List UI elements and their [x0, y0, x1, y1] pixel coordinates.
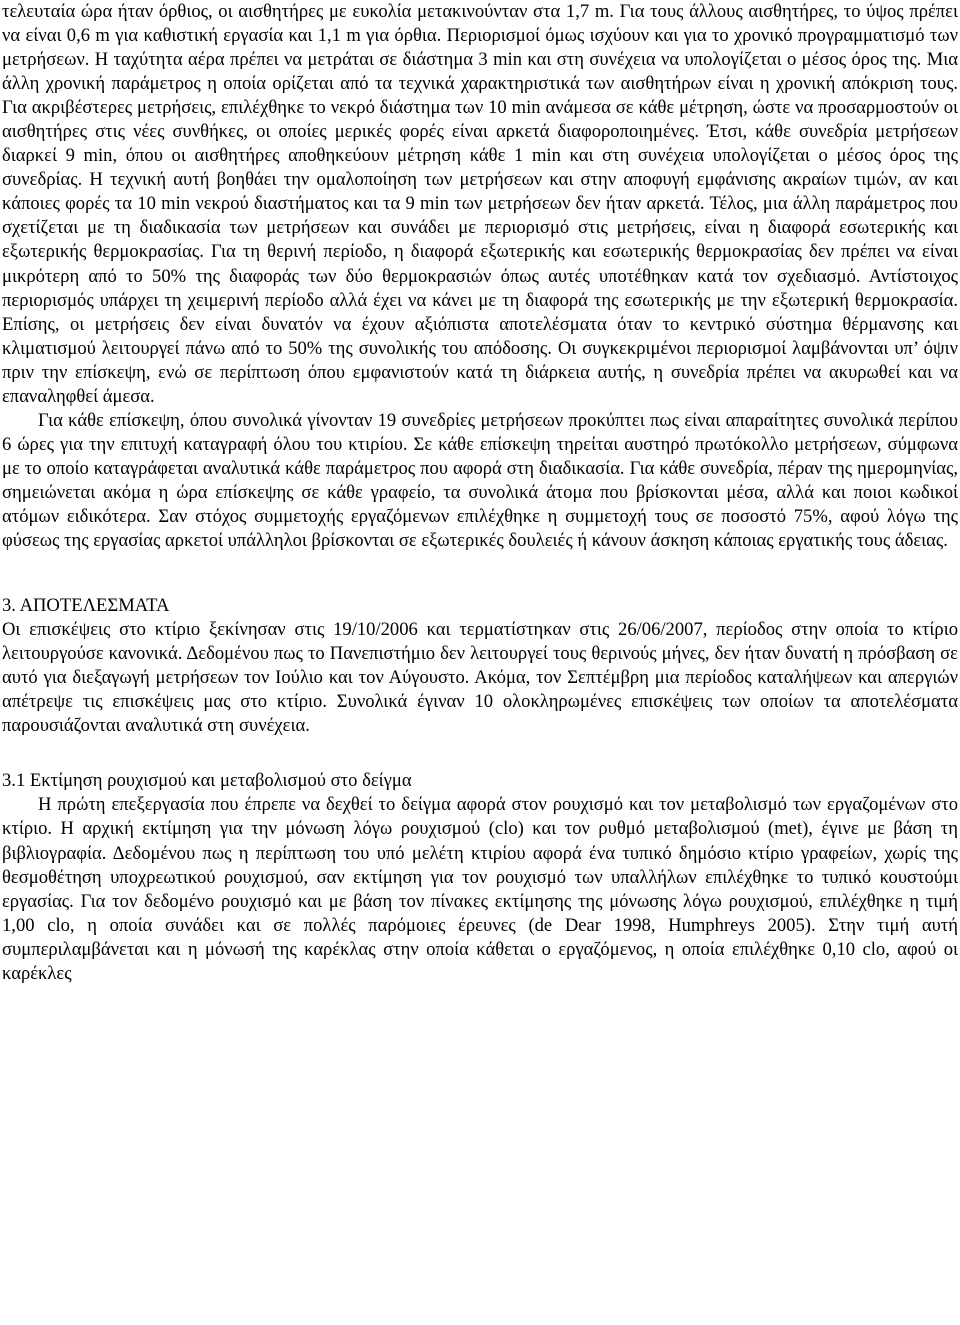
- subsection-heading-clothing: 3.1 Εκτίμηση ρουχισμού και μεταβολισμού στο δείγμα: [2, 770, 412, 792]
- paragraph-clothing: Η πρώτη επεξεργασία που έπρεπε να δεχθεί το δείγμα αφορά στον ρουχισμό και τον μεταβολισμό των εργαζομένων στο κτίριο. Η αρχική εκτίμηση για την μόνωση λόγω ρουχισμού (clo) και τον ρυθμό μεταβολισμού (met), έγινε με βάση τη βιβλιογραφία. Δεδομένου πως η περίπτωση του υπό μελέτη κτιρίου αφορά ένα τυπικό δημόσιο κτίριο γραφείων, χωρίς της θεσμοθέτηση υποχρεωτικού ρουχισμού, σαν εκτίμηση για τον ρουχισμό των υπαλλήλων επιλέχθηκε το τυπικό κουστούμι εργασίας. Για τον δεδομένο ρουχισμό και με βάση τον πίνακες εκτίμησης της μόνωσης λόγω ρουχισμού, επιλέχθηκε η τιμή 1,00 clo, η οποία συνάδει και σε πολλές παρόμοιες έρευνες (de Dear 1998, Humphreys 2005). Στην τιμή αυτή συμπεριλαμβάνεται και η μόνωσή της καρέκλας στην οποία κάθεται ο εργαζόμενος, η οποία επιλέχθηκε 0,10 clo, αφού οι καρέκλες: [2, 794, 958, 984]
- paragraph-visits: Για κάθε επίσκεψη, όπου συνολικά γίνονταν 19 συνεδρίες μετρήσεων προκύπτει πως είναι απαραίτητες συνολικά περίπου 6 ώρες για την επιτυχή καταγραφή όλου του κτιρίου. Σε κάθε επίσκεψη τηρείται αυστηρό πρωτόκολλο μετρήσεων, σύμφωνα με το οποίο καταγράφεται αναλυτικά κάθε παράμετρος που αφορά στη διαδικασία. Για κάθε συνεδρία, πέραν της ημερομηνίας, σημειώνεται ακόμα η ώρα επίσκεψης σε κάθε γραφείο, τα συνολικά άτομα που βρίσκονται μέσα, αλλά και ποιοι κωδικοί ατόμων ειδικότερα. Σαν στόχος συμμετοχής εργαζόμενων επιλέχθηκε η συμμετοχή τους σε ποσοστό 75%, αφού λόγω της φύσεως της εργασίας αρκετοί υπάλληλοι βρίσκονται σε εξωτερικές δουλειές ή κάνουν άσκηση κάποιας εργατικής τους άδειας.: [2, 409, 958, 552]
- paragraph-results: Οι επισκέψεις στο κτίριο ξεκίνησαν στις 19/10/2006 και τερματίστηκαν στις 26/06/2007, περίοδος στην οποία το κτίριο λειτουργούσε κανονικά. Δεδομένου πως το Πανεπιστήμιο δεν λειτουργεί τους θερινούς μήνες, δεν ήταν δυνατή η πρόσβαση σε αυτό για διεξαγωγή μετρήσεων τον Ιούλιο και τον Αύγουστο. Ακόμα, τον Σεπτέμβρη μια περίοδος καταλήψεων και απεργιών απέτρεψε τις επισκέψεις μας στο κτίριο. Συνολικά έγιναν 10 ολοκληρωμένες επισκέψεις των οποίων τα αποτελέσματα παρουσιάζονται αναλυτικά στη συνέχεια.: [2, 619, 958, 737]
- section-heading-results: 3. ΑΠΟΤΕΛΕΣΜΑΤΑ: [2, 595, 170, 617]
- paragraph-measurement-constraints: τελευταία ώρα ήταν όρθιος, οι αισθητήρες με ευκολία μετακινούνταν στα 1,7 m. Για τους άλλους αισθητήρες, το ύψος πρέπει να είναι 0,6 m για καθιστική εργασία και 1,1 m για όρθια. Περιορισμοί όμως ισχύουν και για το χρονικό προγραμματισμό των μετρήσεων. Η ταχύτητα αέρα πρέπει να μετράται σε διάστημα 3 min και στη συνέχεια να υπολογίζεται ο μέσος όρος της. Μια άλλη χρονική παράμετρος η οποία ορίζεται από τα τεχνικά χαρακτηριστικά των αισθητήρων είναι η χρονική απόκριση τους. Για ακριβέστερες μετρήσεις, επιλέχθηκε το νεκρό διάστημα των 10 min ανάμεσα σε κάθε μέτρηση, ώστε να προσαρμοστούν οι αισθητήρες στις νέες συνθήκες, οι οποίες μερικές φορές είναι αρκετά διαφοροποιημένες. Έτσι, κάθε συνεδρία μετρήσεων διαρκεί 9 min, όπου οι αισθητήρες αποθηκεύουν μέτρηση κάθε 1 min και στη συνέχεια υπολογίζεται ο μέσος όρος της συνεδρίας. Η τεχνική αυτή βοηθάει την ομαλοποίηση των μετρήσεων και στην αποφυγή εμφάνισης ακραίων τιμών, αν και κάποιες φορές τα 10 min νεκρού διαστήματος και τα 9 min των μετρήσεων δεν ήταν αρκετά. Τέλος, μια άλλη παράμετρος που σχετίζεται με τη διαδικασία των μετρήσεων και συνάδει με περιορισμό στις μετρήσεις, είναι η διαφορά εσωτερικής και εξωτερικής θερμοκρασίας. Για τη θερινή περίοδο, η διαφορά εξωτερικής και εσωτερικής θερμοκρασίας δεν πρέπει να είναι μικρότερη από το 50% της διαφοράς των δύο θερμοκρασιών όπως αυτές υποτέθηκαν κατά τον σχεδιασμό. Αντίστοιχος περιορισμός υπάρχει τη χειμερινή περίοδο αλλά έχει να κάνει με τη διαφορά της εσωτερικής με την εξωτερική θερμοκρασία. Επίσης, οι μετρήσεις δεν είναι δυνατόν να έχουν αξιόπιστα αποτελέσματα όταν το κεντρικό σύστημα θέρμανσης και κλιματισμού λειτουργεί πάνω από το 50% της συνολικής του απόδοσης. Οι συγκεκριμένοι περιορισμοί λαμβάνονται υπ’ όψιν πριν την επίσκεψη, ενώ σε περίπτωση όπου εμφανιστούν κατά τη διάρκεια αυτής, η συνεδρία πρέπει να ακυρωθεί και να επαναληφθεί άμεσα.: [2, 1, 958, 407]
